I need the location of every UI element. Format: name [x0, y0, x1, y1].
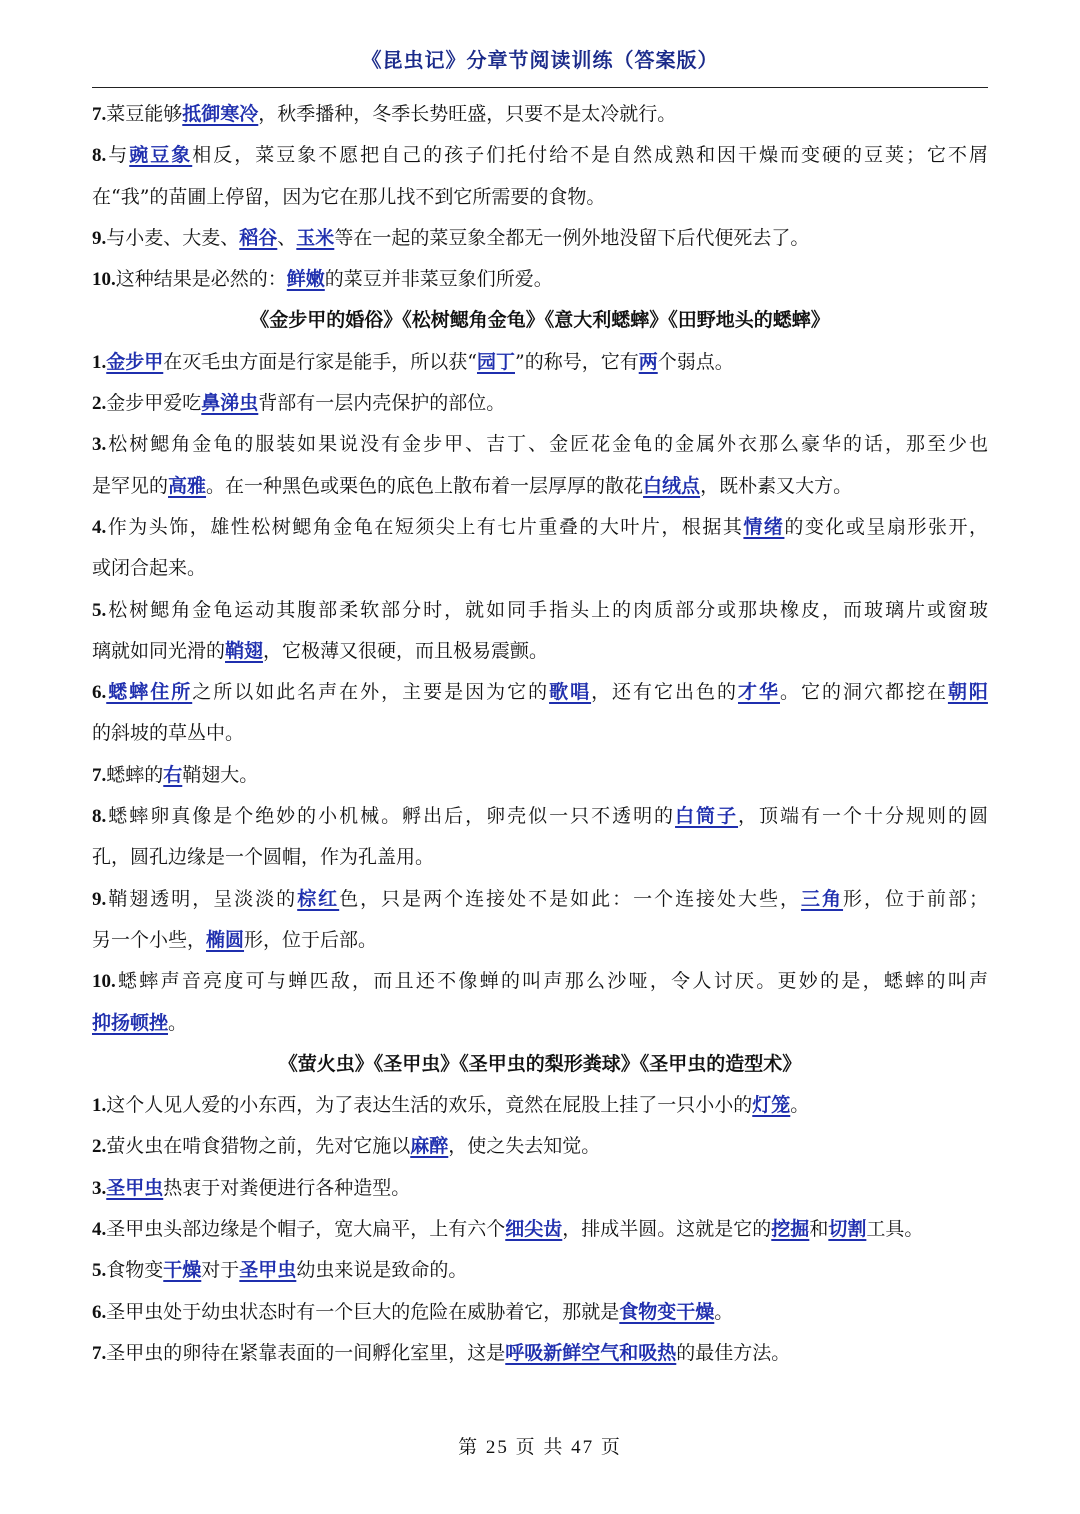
- body-text: 松树鳃角金龟的服装如果说没有金步甲、吉丁、金匠花金龟的金属外衣那么豪华的话，那至少也: [106, 433, 988, 456]
- text-line: [92, 424, 988, 465]
- body-text: ，还有它出色的: [591, 681, 739, 704]
- answer-text: 切割: [828, 1218, 867, 1241]
- body-text: 的斜坡的草丛中。: [92, 722, 245, 745]
- item-number: 2.: [92, 1136, 107, 1158]
- body-text: 的变化或呈扇形张开，: [784, 515, 988, 538]
- item-number: 5.: [92, 599, 107, 621]
- body-text: 这种结果是必然的：: [115, 268, 287, 291]
- text-line: [92, 259, 988, 300]
- body-text: 圣甲虫的卵待在紧靠表面的一间孵化室里，这是: [106, 1341, 506, 1364]
- body-text: ，它极薄又很硬，而且极易震颤。: [263, 639, 549, 662]
- item-number: 5.: [92, 1260, 107, 1282]
- body-text: 孔，圆孔边缘是一个圆帽，作为孔盖用。: [92, 846, 435, 869]
- body-text: 和: [809, 1218, 829, 1241]
- body-text: ，秋季播种，冬季长势旺盛，只要不是太冷就行。: [258, 103, 677, 125]
- answer-text: 灯笼: [752, 1094, 791, 1117]
- body-text: 。: [168, 1011, 188, 1034]
- answer-text: 棕红: [297, 887, 340, 910]
- item-number: 7.: [92, 1342, 107, 1364]
- body-text: 璃就如同光滑的: [92, 639, 226, 662]
- item-number: 3.: [92, 1177, 107, 1199]
- text-line: [92, 755, 988, 796]
- body-text: 热衷于对粪便进行各种造型。: [163, 1176, 411, 1199]
- text-line: [92, 218, 988, 259]
- page-footer: 第 25 页 共 47 页: [458, 1437, 622, 1458]
- text-line: [92, 1126, 988, 1167]
- body-text: 是罕见的: [92, 474, 169, 497]
- text-line: [92, 94, 988, 135]
- body-text: 幼虫来说是致命的。: [296, 1259, 468, 1282]
- text-line: [92, 466, 988, 507]
- section-heading: 《金步甲的婚俗》《松树鳃角金龟》《意大利蟋蟀》《田野地头的蟋蟀》: [250, 309, 830, 332]
- body-text: ，排成半圆。这就是它的: [562, 1218, 772, 1241]
- text-line: [92, 1003, 988, 1044]
- body-text: 菜豆能够: [106, 103, 183, 125]
- item-number: 9.: [92, 227, 107, 249]
- answer-text: 歌唱: [549, 681, 592, 704]
- text-line: [92, 177, 988, 218]
- answer-text: 麻醉: [410, 1135, 449, 1158]
- item-number: 4.: [92, 516, 107, 538]
- body-text: 作为头饰，雄性松树鳃角金龟在短须尖上有七片重叠的大叶片，根据其: [106, 515, 744, 538]
- answer-text: 细尖齿: [505, 1218, 563, 1241]
- text-line: [92, 961, 988, 1002]
- body-text: 另一个小些，: [92, 928, 207, 951]
- body-text: 形，位于前部；: [843, 887, 988, 910]
- text-line: [92, 796, 988, 837]
- text-line: [92, 920, 988, 961]
- body-text: 圣甲虫处于幼虫状态时有一个巨大的危险在威胁着它，那就是: [106, 1300, 620, 1323]
- body-text: 相反，菜豆象不愿把自己的孩子们托付给不是自然成熟和因干燥而变硬的豆荚；它不屑: [192, 144, 988, 167]
- item-number: 1.: [92, 1095, 107, 1117]
- item-number: 8.: [92, 145, 107, 167]
- item-number: 7.: [92, 104, 107, 125]
- answer-text: 白筒子: [675, 805, 739, 828]
- answer-text: 稻谷: [239, 226, 278, 249]
- section-heading: 《萤火虫》《圣甲虫》《圣甲虫的梨形粪球》《圣甲虫的造型术》: [278, 1052, 802, 1075]
- text-line: [92, 1250, 988, 1291]
- text-line: [92, 837, 988, 878]
- body-text: 圣甲虫头部边缘是个帽子，宽大扁平，上有六个: [106, 1218, 506, 1241]
- text-line: [92, 135, 988, 176]
- text-line: [92, 879, 988, 920]
- text-line: [92, 507, 988, 548]
- body-text: 。它的洞穴都挖在: [780, 681, 948, 704]
- answer-text: 金步甲: [106, 350, 164, 373]
- body-text: 蟋蟀声音亮度可与蝉匹敌，而且还不像蝉的叫声那么沙哑，令人讨厌。更妙的是，蟋蟀的叫声: [115, 970, 988, 993]
- text-line: [92, 342, 988, 383]
- answer-text: 玉米: [296, 226, 335, 249]
- item-number: 6.: [92, 1301, 107, 1323]
- answer-text: 情绪: [743, 515, 785, 538]
- answer-text: 鞘翅: [225, 639, 264, 662]
- answer-text: 两: [638, 350, 658, 373]
- item-number: 6.: [92, 682, 107, 704]
- body-text: 在灭毛虫方面是行家是能手，所以获“: [163, 350, 477, 373]
- item-number: 7.: [92, 764, 107, 786]
- answer-text: 食物变干燥: [619, 1300, 715, 1323]
- answer-text: 抵御寒冷: [182, 103, 259, 125]
- text-line: [92, 631, 988, 672]
- body-text: 。: [714, 1300, 734, 1323]
- body-text: 与: [106, 144, 130, 167]
- answer-text: 三角: [801, 887, 844, 910]
- body-text: 个弱点。: [657, 350, 734, 373]
- body-text: 。在一种黑色或栗色的底色上散布着一层厚厚的散花: [206, 474, 644, 497]
- item-number: 1.: [92, 351, 107, 373]
- body-text: 在“我”的苗圃上停留，因为它在那儿找不到它所需要的食物。: [92, 185, 606, 208]
- body-text: ”的称号，它有: [515, 350, 639, 373]
- body-text: 松树鳃角金龟运动其腹部柔软部分时，就如同手指头上的肉质部分或那块橡皮，而玻璃片或窗玻: [106, 598, 988, 621]
- document-body: [92, 94, 988, 1374]
- body-text: 背部有一层内壳保护的部位。: [258, 392, 506, 415]
- item-number: 3.: [92, 434, 107, 456]
- text-line: [92, 1085, 988, 1126]
- body-text: 或闭合起来。: [92, 557, 207, 580]
- body-text: 色，只是两个连接处不是如此：一个连接处大些，: [339, 887, 802, 910]
- body-text: 与小麦、大麦、: [106, 226, 240, 249]
- answer-text: 园丁: [476, 350, 515, 373]
- answer-text: 椭圆: [206, 928, 245, 951]
- answer-text: 右: [163, 763, 183, 786]
- answer-text: 白绒点: [643, 474, 701, 497]
- text-line: [92, 1209, 988, 1250]
- body-text: 、: [277, 226, 297, 249]
- header-divider: [92, 87, 988, 88]
- body-text: 等在一起的菜豆象全都无一例外地没留下后代便死去了。: [334, 226, 810, 249]
- text-line: [92, 713, 988, 754]
- text-line: [92, 1333, 988, 1374]
- answer-text: 蟋蟀住所: [106, 681, 193, 704]
- answer-text: 挖掘: [771, 1218, 810, 1241]
- body-text: ，既朴素又大方。: [700, 474, 853, 497]
- item-number: 10.: [92, 971, 116, 993]
- answer-text: 呼吸新鲜空气和吸热: [505, 1341, 677, 1364]
- item-number: 9.: [92, 888, 107, 910]
- answer-text: 抑扬顿挫: [92, 1011, 169, 1034]
- body-text: 鞘翅透明，呈淡淡的: [106, 887, 298, 910]
- item-number: 8.: [92, 806, 107, 828]
- body-text: 蟋蟀卵真像是个绝妙的小机械。孵出后，卵壳似一只不透明的: [106, 805, 676, 828]
- body-text: ，顶端有一个十分规则的圆: [738, 805, 988, 828]
- answer-text: 圣甲虫: [239, 1259, 297, 1282]
- body-text: 金步甲爱吃: [106, 392, 202, 415]
- body-text: 。: [790, 1094, 810, 1117]
- body-text: 之所以如此名声在外，主要是因为它的: [192, 681, 550, 704]
- body-text: 蟋蟀的: [106, 763, 164, 786]
- item-number: 10.: [92, 269, 116, 291]
- text-line: [92, 672, 988, 713]
- text-line: [92, 383, 988, 424]
- item-number: 4.: [92, 1219, 107, 1241]
- text-line: [92, 1168, 988, 1209]
- text-line: [92, 590, 988, 631]
- answer-text: 才华: [738, 681, 780, 704]
- body-text: 鞘翅大。: [182, 763, 259, 786]
- answer-text: 高雅: [168, 474, 207, 497]
- body-text: 这个人见人爱的小东西，为了表达生活的欢乐，竟然在屁股上挂了一只小小的: [106, 1094, 753, 1117]
- page-header-title: 《昆虫记》分章节阅读训练（答案版）: [361, 48, 719, 72]
- answer-text: 鼻涕虫: [201, 392, 259, 415]
- body-text: 萤火虫在啃食猎物之前，先对它施以: [106, 1135, 411, 1158]
- answer-text: 鲜嫩: [286, 268, 325, 291]
- answer-text: 朝阳: [947, 681, 988, 704]
- body-text: 对于: [201, 1259, 240, 1282]
- body-text: 形，位于后部。: [244, 928, 378, 951]
- item-number: 2.: [92, 393, 107, 415]
- answer-text: 豌豆象: [129, 144, 193, 167]
- body-text: 的菜豆并非菜豆象们所爱。: [324, 268, 553, 291]
- answer-text: 圣甲虫: [106, 1176, 164, 1199]
- body-text: 的最佳方法。: [676, 1341, 791, 1364]
- text-line: [92, 548, 988, 589]
- body-text: ，使之失去知觉。: [448, 1135, 601, 1158]
- text-line: [92, 1292, 988, 1333]
- body-text: 工具。: [866, 1218, 924, 1241]
- answer-text: 干燥: [163, 1259, 202, 1282]
- body-text: 食物变: [106, 1259, 164, 1282]
